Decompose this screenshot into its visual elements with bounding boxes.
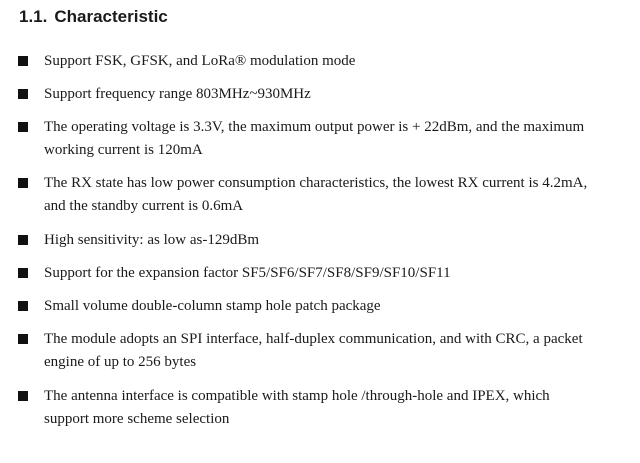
text-line: The RX state has low power consumption characteristics, the lowest RX current is 4.2mA, (44, 175, 588, 191)
list-item-text (44, 50, 629, 73)
text-line: Small volume double-column stamp hole patch package (44, 298, 381, 314)
text-line: The module adopts an SPI interface, half-duplex communication, and with CRC, a packet (44, 331, 583, 347)
list-item-text (44, 83, 629, 106)
list-item-text (44, 385, 629, 431)
text-line: engine of up to 256 bytes (44, 354, 197, 370)
text-line: High sensitivity: as low as-129dBm (44, 232, 259, 248)
square-bullet-icon (18, 122, 28, 132)
list-item-text (44, 116, 629, 162)
square-bullet-icon (18, 391, 28, 401)
section-number: 1.1. (19, 7, 48, 26)
text-line: Support frequency range 803MHz~930MHz (44, 86, 311, 102)
square-bullet-icon (18, 334, 28, 344)
list-item-text (44, 328, 629, 374)
square-bullet-icon (18, 178, 28, 188)
square-bullet-icon (18, 301, 28, 311)
text-line: Support for the expansion factor SF5/SF6/SF7/SF8/SF9/SF10/SF11 (44, 265, 451, 281)
list-item-text (44, 172, 629, 218)
text-line: working current is 120mA (44, 142, 203, 158)
square-bullet-icon (18, 56, 28, 66)
list-item-text (44, 229, 629, 252)
square-bullet-icon (18, 235, 28, 245)
text-line: and the standby current is 0.6mA (44, 198, 244, 214)
text-line: The operating voltage is 3.3V, the maximum output power is + 22dBm, and the maximum (44, 119, 585, 135)
square-bullet-icon (18, 89, 28, 99)
section-heading (19, 6, 168, 28)
text-line: The antenna interface is compatible with stamp hole /through-hole and IPEX, which (44, 388, 550, 404)
text-line: support more scheme selection (44, 411, 230, 427)
text-line: Support FSK, GFSK, and LoRa® modulation mode (44, 53, 356, 69)
section-title: Characteristic (54, 7, 168, 26)
square-bullet-icon (18, 268, 28, 278)
list-item-text (44, 295, 629, 318)
list-item-text (44, 262, 629, 285)
